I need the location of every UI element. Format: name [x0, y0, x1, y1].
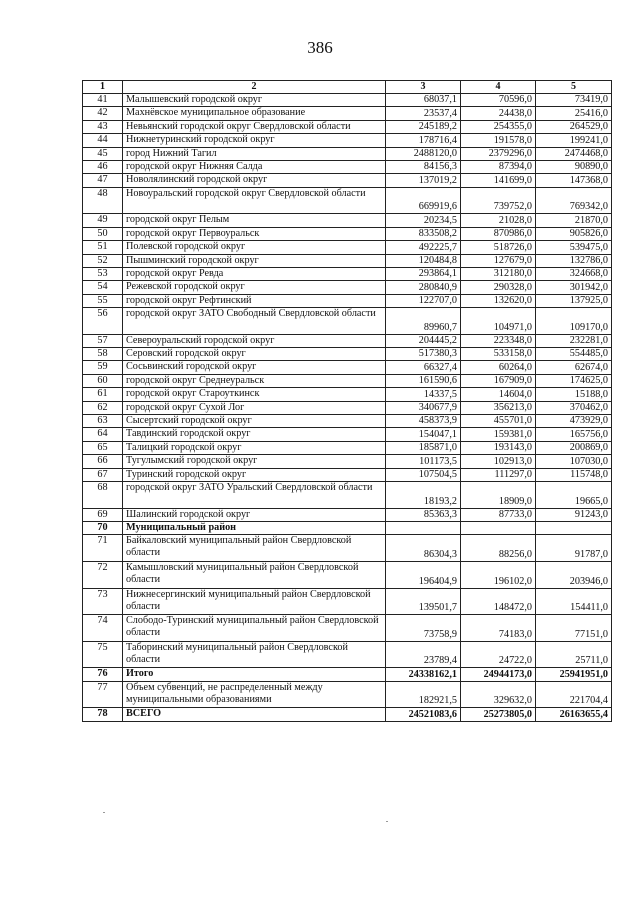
row-value-col4-cell: 312180,0 [461, 267, 536, 280]
row-name-cell: городской округ Пелым [123, 214, 386, 227]
row-value-col5-cell: 324668,0 [536, 267, 612, 280]
table-row [83, 254, 612, 267]
row-number-cell: 69 [83, 508, 123, 521]
row-name-cell: Нижнесергинский муниципальный район Свердловской области [123, 588, 386, 615]
row-number-cell: 57 [83, 334, 123, 347]
row-value-col3-cell: 86304,3 [386, 535, 461, 562]
row-value-col5-cell: 905826,0 [536, 227, 612, 240]
row-name-cell: Талицкий городской округ [123, 441, 386, 454]
row-name-cell: городской округ Староуткинск [123, 388, 386, 401]
row-name-cell: Малышевский городской округ [123, 94, 386, 107]
row-value-col5-cell: 109170,0 [536, 308, 612, 335]
table-row [83, 174, 612, 187]
row-value-col4-cell: 87394,0 [461, 160, 536, 173]
row-name-cell: Шалинский городской округ [123, 508, 386, 521]
row-value-col4-cell: 111297,0 [461, 468, 536, 481]
row-number-cell: 74 [83, 615, 123, 642]
row-number-cell: 56 [83, 308, 123, 335]
row-name-cell: Режевской городской округ [123, 281, 386, 294]
row-value-col5-cell: 19665,0 [536, 481, 612, 508]
table-row [83, 294, 612, 307]
table-row [83, 428, 612, 441]
row-value-col5-cell: 21870,0 [536, 214, 612, 227]
table-row [83, 535, 612, 562]
row-number-cell: 47 [83, 174, 123, 187]
table-row [83, 374, 612, 387]
row-value-col3-cell: 68037,1 [386, 94, 461, 107]
row-value-col3-cell: 161590,6 [386, 374, 461, 387]
row-name-cell: Сосьвинский городской округ [123, 361, 386, 374]
row-name-cell: Новолялинский городской округ [123, 174, 386, 187]
row-value-col5-cell: 132786,0 [536, 254, 612, 267]
row-value-col4-cell: 193143,0 [461, 441, 536, 454]
row-value-col5-cell: 25941951,0 [536, 668, 612, 681]
table-header-row [83, 81, 612, 94]
table-row [83, 348, 612, 361]
header-col-5: 5 [536, 81, 612, 94]
row-value-col3-cell: 84156,3 [386, 160, 461, 173]
row-value-col5-cell: 91243,0 [536, 508, 612, 521]
row-value-col4-cell: 148472,0 [461, 588, 536, 615]
row-value-col4-cell: 24722,0 [461, 641, 536, 668]
row-name-cell: Тугулымский городской округ [123, 455, 386, 468]
row-value-col3-cell: 66327,4 [386, 361, 461, 374]
table-row [83, 415, 612, 428]
row-number-cell: 61 [83, 388, 123, 401]
row-number-cell: 77 [83, 681, 123, 708]
row-value-col3-cell: 2488120,0 [386, 147, 461, 160]
row-name-cell: городской округ ЗАТО Свободный Свердловской области [123, 308, 386, 335]
row-value-col3-cell: 669919,6 [386, 187, 461, 214]
row-value-col5-cell: 264529,0 [536, 120, 612, 133]
row-value-col3-cell: 122707,0 [386, 294, 461, 307]
row-name-cell: Новоуральский городской округ Свердловской области [123, 187, 386, 214]
row-name-cell: ВСЕГО [123, 708, 386, 721]
row-number-cell: 65 [83, 441, 123, 454]
table-row [83, 361, 612, 374]
row-name-cell: городской округ Нижняя Салда [123, 160, 386, 173]
row-value-col4-cell: 167909,0 [461, 374, 536, 387]
table-row [83, 334, 612, 347]
row-value-col5-cell [536, 521, 612, 534]
row-value-col5-cell: 199241,0 [536, 134, 612, 147]
table-row [83, 214, 612, 227]
row-name-cell: Пышминский городской округ [123, 254, 386, 267]
row-value-col5-cell: 25711,0 [536, 641, 612, 668]
table-row [83, 468, 612, 481]
row-number-cell: 52 [83, 254, 123, 267]
row-value-col4-cell: 329632,0 [461, 681, 536, 708]
row-number-cell: 54 [83, 281, 123, 294]
row-value-col5-cell: 154411,0 [536, 588, 612, 615]
row-value-col4-cell: 25273805,0 [461, 708, 536, 721]
row-value-col5-cell: 77151,0 [536, 615, 612, 642]
row-value-col5-cell: 137925,0 [536, 294, 612, 307]
row-value-col4-cell: 870986,0 [461, 227, 536, 240]
table-row [83, 641, 612, 668]
row-number-cell: 78 [83, 708, 123, 721]
row-value-col3-cell: 85363,3 [386, 508, 461, 521]
row-name-cell: Невьянский городской округ Свердловской области [123, 120, 386, 133]
row-value-col3-cell: 517380,3 [386, 348, 461, 361]
row-value-col4-cell: 196102,0 [461, 561, 536, 588]
row-value-col3-cell: 73758,9 [386, 615, 461, 642]
row-value-col5-cell: 203946,0 [536, 561, 612, 588]
row-value-col4-cell: 14604,0 [461, 388, 536, 401]
table-row [83, 668, 612, 681]
row-number-cell: 67 [83, 468, 123, 481]
row-value-col4-cell: 223348,0 [461, 334, 536, 347]
row-value-col3-cell [386, 521, 461, 534]
table-row [83, 147, 612, 160]
row-number-cell: 63 [83, 415, 123, 428]
row-value-col3-cell: 196404,9 [386, 561, 461, 588]
row-value-col4-cell: 533158,0 [461, 348, 536, 361]
row-value-col5-cell: 115748,0 [536, 468, 612, 481]
row-name-cell: городской округ Сухой Лог [123, 401, 386, 414]
row-number-cell: 70 [83, 521, 123, 534]
row-value-col4-cell: 518726,0 [461, 241, 536, 254]
row-value-col5-cell: 91787,0 [536, 535, 612, 562]
table-row [83, 308, 612, 335]
table-row [83, 455, 612, 468]
row-number-cell: 60 [83, 374, 123, 387]
row-value-col4-cell: 60264,0 [461, 361, 536, 374]
row-number-cell: 42 [83, 107, 123, 120]
scan-speck [103, 812, 105, 813]
row-value-col3-cell: 245189,2 [386, 120, 461, 133]
row-value-col3-cell: 137019,2 [386, 174, 461, 187]
table-body [83, 94, 612, 722]
table-row [83, 120, 612, 133]
row-number-cell: 41 [83, 94, 123, 107]
table-row [83, 160, 612, 173]
row-value-col4-cell [461, 521, 536, 534]
row-name-cell: Полевской городской округ [123, 241, 386, 254]
row-value-col4-cell: 70596,0 [461, 94, 536, 107]
row-number-cell: 64 [83, 428, 123, 441]
row-name-cell: Тавдинский городской округ [123, 428, 386, 441]
table-row [83, 441, 612, 454]
row-value-col5-cell: 174625,0 [536, 374, 612, 387]
row-value-col4-cell: 18909,0 [461, 481, 536, 508]
scan-speck [386, 821, 388, 822]
row-value-col3-cell: 14337,5 [386, 388, 461, 401]
table-row [83, 401, 612, 414]
row-name-cell: городской округ Рефтинский [123, 294, 386, 307]
row-value-col4-cell: 127679,0 [461, 254, 536, 267]
row-name-cell: Серовский городской округ [123, 348, 386, 361]
row-name-cell: Слободо-Туринский муниципальный район Свердловской области [123, 615, 386, 642]
table-row [83, 708, 612, 721]
row-value-col5-cell: 200869,0 [536, 441, 612, 454]
row-value-col5-cell: 147368,0 [536, 174, 612, 187]
row-value-col3-cell: 89960,7 [386, 308, 461, 335]
row-name-cell: городской округ Среднеуральск [123, 374, 386, 387]
row-value-col3-cell: 204445,2 [386, 334, 461, 347]
row-number-cell: 43 [83, 120, 123, 133]
row-value-col3-cell: 101173,5 [386, 455, 461, 468]
row-number-cell: 48 [83, 187, 123, 214]
row-number-cell: 46 [83, 160, 123, 173]
header-col-1: 1 [83, 81, 123, 94]
table-row [83, 107, 612, 120]
row-value-col5-cell: 73419,0 [536, 94, 612, 107]
row-number-cell: 72 [83, 561, 123, 588]
table-row [83, 588, 612, 615]
row-value-col3-cell: 24521083,6 [386, 708, 461, 721]
row-value-col5-cell: 769342,0 [536, 187, 612, 214]
row-value-col4-cell: 739752,0 [461, 187, 536, 214]
page-number: 386 [307, 38, 333, 57]
row-value-col4-cell: 159381,0 [461, 428, 536, 441]
row-number-cell: 51 [83, 241, 123, 254]
row-value-col3-cell: 280840,9 [386, 281, 461, 294]
row-value-col5-cell: 165756,0 [536, 428, 612, 441]
row-value-col5-cell: 62674,0 [536, 361, 612, 374]
row-value-col4-cell: 132620,0 [461, 294, 536, 307]
row-value-col5-cell: 221704,4 [536, 681, 612, 708]
row-name-cell: Сысертский городской округ [123, 415, 386, 428]
row-value-col4-cell: 24944173,0 [461, 668, 536, 681]
table-row [83, 521, 612, 534]
row-name-cell: Итого [123, 668, 386, 681]
table-row [83, 681, 612, 708]
row-value-col4-cell: 102913,0 [461, 455, 536, 468]
table-row [83, 508, 612, 521]
row-value-col5-cell: 25416,0 [536, 107, 612, 120]
row-value-col4-cell: 88256,0 [461, 535, 536, 562]
row-value-col4-cell: 254355,0 [461, 120, 536, 133]
table-row [83, 281, 612, 294]
row-value-col3-cell: 139501,7 [386, 588, 461, 615]
row-name-cell: городской округ ЗАТО Уральский Свердловской области [123, 481, 386, 508]
row-value-col3-cell: 492225,7 [386, 241, 461, 254]
table-row [83, 94, 612, 107]
row-value-col3-cell: 178716,4 [386, 134, 461, 147]
row-value-col4-cell: 455701,0 [461, 415, 536, 428]
row-number-cell: 49 [83, 214, 123, 227]
row-value-col3-cell: 182921,5 [386, 681, 461, 708]
row-value-col3-cell: 107504,5 [386, 468, 461, 481]
row-number-cell: 76 [83, 668, 123, 681]
row-value-col3-cell: 185871,0 [386, 441, 461, 454]
row-value-col3-cell: 120484,8 [386, 254, 461, 267]
table-row [83, 187, 612, 214]
row-number-cell: 55 [83, 294, 123, 307]
row-value-col4-cell: 24438,0 [461, 107, 536, 120]
row-name-cell: городской округ Ревда [123, 267, 386, 280]
row-number-cell: 53 [83, 267, 123, 280]
row-name-cell: городской округ Первоуральск [123, 227, 386, 240]
row-name-cell: Камышловский муниципальный район Свердловской области [123, 561, 386, 588]
row-number-cell: 62 [83, 401, 123, 414]
row-value-col5-cell: 370462,0 [536, 401, 612, 414]
row-value-col4-cell: 74183,0 [461, 615, 536, 642]
table-row [83, 561, 612, 588]
row-value-col3-cell: 293864,1 [386, 267, 461, 280]
row-name-cell: город Нижний Тагил [123, 147, 386, 160]
row-value-col3-cell: 458373,9 [386, 415, 461, 428]
row-number-cell: 58 [83, 348, 123, 361]
row-name-cell: Муниципальный район [123, 521, 386, 534]
row-value-col5-cell: 2474468,0 [536, 147, 612, 160]
row-value-col5-cell: 90890,0 [536, 160, 612, 173]
row-name-cell: Байкаловский муниципальный район Свердловской области [123, 535, 386, 562]
row-value-col5-cell: 107030,0 [536, 455, 612, 468]
table-row [83, 615, 612, 642]
row-value-col3-cell: 23537,4 [386, 107, 461, 120]
row-value-col5-cell: 539475,0 [536, 241, 612, 254]
row-number-cell: 75 [83, 641, 123, 668]
row-value-col4-cell: 356213,0 [461, 401, 536, 414]
row-number-cell: 73 [83, 588, 123, 615]
row-value-col3-cell: 23789,4 [386, 641, 461, 668]
row-name-cell: Махнёвское муниципальное образование [123, 107, 386, 120]
row-name-cell: Объем субвенций, не распределенный между муниципальными образованиями [123, 681, 386, 708]
subvention-table [82, 80, 612, 722]
header-col-4: 4 [461, 81, 536, 94]
header-col-3: 3 [386, 81, 461, 94]
row-number-cell: 68 [83, 481, 123, 508]
row-value-col3-cell: 154047,1 [386, 428, 461, 441]
row-value-col4-cell: 290328,0 [461, 281, 536, 294]
row-number-cell: 45 [83, 147, 123, 160]
row-value-col3-cell: 833508,2 [386, 227, 461, 240]
row-name-cell: Североуральский городской округ [123, 334, 386, 347]
row-value-col5-cell: 26163655,4 [536, 708, 612, 721]
row-value-col4-cell: 87733,0 [461, 508, 536, 521]
row-value-col3-cell: 340677,9 [386, 401, 461, 414]
row-name-cell: Таборинский муниципальный район Свердловской области [123, 641, 386, 668]
row-value-col5-cell: 301942,0 [536, 281, 612, 294]
row-value-col3-cell: 24338162,1 [386, 668, 461, 681]
row-value-col3-cell: 20234,5 [386, 214, 461, 227]
table-row [83, 388, 612, 401]
row-name-cell: Туринский городской округ [123, 468, 386, 481]
row-value-col5-cell: 473929,0 [536, 415, 612, 428]
table-row [83, 241, 612, 254]
row-name-cell: Нижнетуринский городской округ [123, 134, 386, 147]
row-number-cell: 44 [83, 134, 123, 147]
header-col-2: 2 [123, 81, 386, 94]
row-value-col4-cell: 191578,0 [461, 134, 536, 147]
row-value-col5-cell: 232281,0 [536, 334, 612, 347]
table-row [83, 267, 612, 280]
row-value-col4-cell: 2379296,0 [461, 147, 536, 160]
row-value-col4-cell: 104971,0 [461, 308, 536, 335]
row-value-col4-cell: 21028,0 [461, 214, 536, 227]
row-value-col5-cell: 15188,0 [536, 388, 612, 401]
row-number-cell: 71 [83, 535, 123, 562]
row-number-cell: 59 [83, 361, 123, 374]
table-row [83, 481, 612, 508]
row-value-col3-cell: 18193,2 [386, 481, 461, 508]
table-row [83, 134, 612, 147]
row-value-col4-cell: 141699,0 [461, 174, 536, 187]
row-value-col5-cell: 554485,0 [536, 348, 612, 361]
table-row [83, 227, 612, 240]
row-number-cell: 50 [83, 227, 123, 240]
row-number-cell: 66 [83, 455, 123, 468]
